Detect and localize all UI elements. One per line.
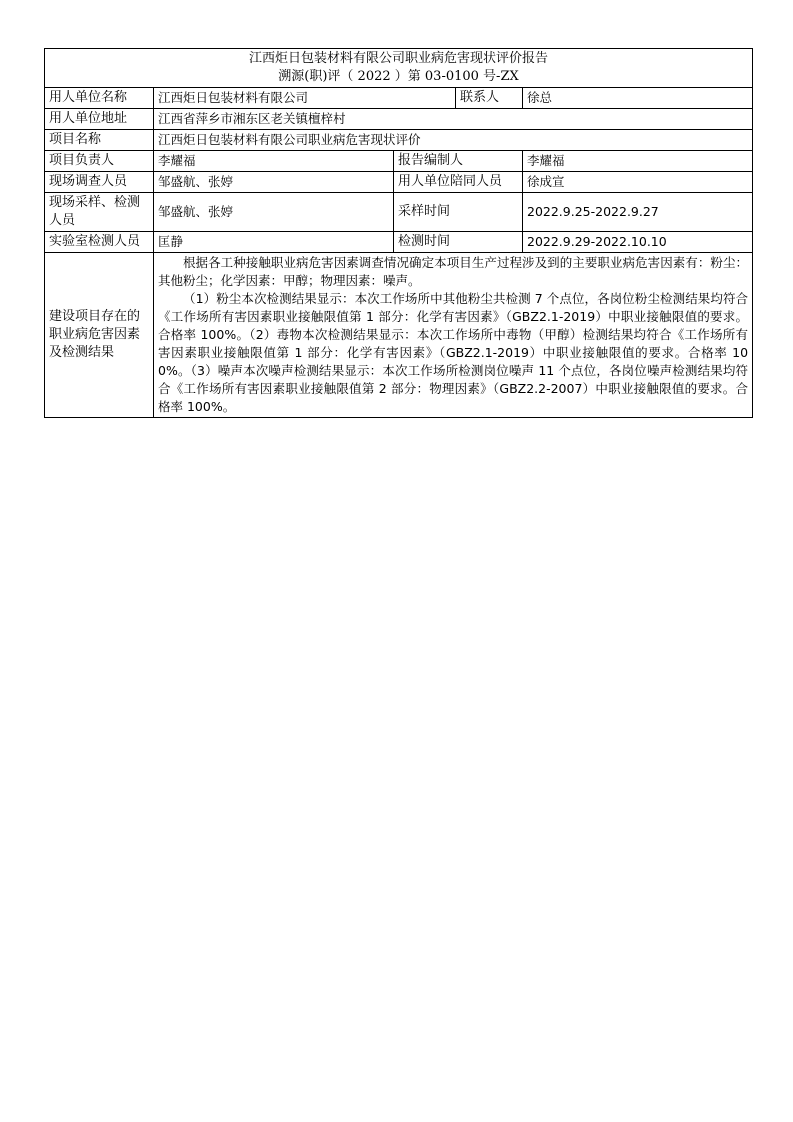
report-header-cell	[45, 49, 753, 88]
table-row	[45, 151, 753, 172]
contact-value: 徐总	[523, 88, 753, 109]
results-paragraph-1: 根据各工种接触职业病危害因素调查情况确定本项目生产过程涉及到的主要职业病危害因素有：粉尘：其他粉尘；化学因素：甲醇；物理因素：噪声。	[158, 255, 749, 288]
table-row	[45, 172, 753, 193]
table-row	[45, 193, 753, 232]
table-row	[45, 88, 753, 109]
report-summary-table	[44, 48, 753, 418]
lab-staff-label: 实验室检测人员	[45, 232, 154, 253]
report-code: 溯源(职)评（ 2022 ）第 03-0100 号-ZX	[278, 69, 519, 84]
contact-label: 联系人	[456, 88, 523, 109]
sampling-staff-value: 邹盛航、张婷	[154, 193, 394, 232]
lab-staff-value: 匡静	[154, 232, 394, 253]
sampling-time-label: 采样时间	[394, 193, 523, 232]
unit-name-label: 用人单位名称	[45, 88, 154, 109]
address-value: 江西省萍乡市湘东区老关镇檀梓村	[154, 109, 753, 130]
sampling-time-value: 2022.9.25-2022.9.27	[523, 193, 753, 232]
results-paragraph-2: （1）粉尘本次检测结果显示：本次工作场所中其他粉尘共检测 7 个点位，各岗位粉尘检测结果均符合《工作场所有害因素职业接触限值第 1 部分：化学有害因素》（GBZ2.1-2019）中职业接触限值的要求。合格率 100%。（2）毒物本次检测结果显示：本次工作场所中毒物（甲醇）检测结果均符合《工作场所有害因素职业接触限值第 1 部分：化学有害因素》（GBZ2.1-2019）中职业接触限值的要求。合格率 100%。（3）噪声本次噪声检测结果显示：本次工作场所检测岗位噪声 11 个点位，各岗位噪声检测结果均符合《工作场所有害因素职业接触限值第 2 部分：物理因素》（GBZ2.2-2007）中职业接触限值的要求。合格率 100%。	[158, 291, 749, 414]
test-time-value: 2022.9.29-2022.10.10	[523, 232, 753, 253]
project-lead-label: 项目负责人	[45, 151, 154, 172]
site-investigators-label: 现场调查人员	[45, 172, 154, 193]
table-row	[45, 253, 753, 418]
sampling-staff-label: 现场采样、检测人员	[45, 193, 154, 232]
site-investigators-value: 邹盛航、张婷	[154, 172, 394, 193]
unit-name-value: 江西炬日包装材料有限公司	[154, 88, 456, 109]
results-content	[154, 253, 753, 418]
results-label: 建设项目存在的职业病危害因素及检测结果	[45, 253, 154, 418]
report-author-value: 李耀福	[523, 151, 753, 172]
unit-escort-value: 徐成宣	[523, 172, 753, 193]
report-author-label: 报告编制人	[394, 151, 523, 172]
test-time-label: 检测时间	[394, 232, 523, 253]
unit-escort-label: 用人单位陪同人员	[394, 172, 523, 193]
project-name-value: 江西炬日包装材料有限公司职业病危害现状评价	[154, 130, 753, 151]
table-row	[45, 232, 753, 253]
address-label: 用人单位地址	[45, 109, 154, 130]
project-lead-value: 李耀福	[154, 151, 394, 172]
report-title: 江西炬日包装材料有限公司职业病危害现状评价报告	[249, 51, 549, 66]
project-name-label: 项目名称	[45, 130, 154, 151]
table-row	[45, 109, 753, 130]
table-row	[45, 130, 753, 151]
title-row	[45, 49, 753, 88]
